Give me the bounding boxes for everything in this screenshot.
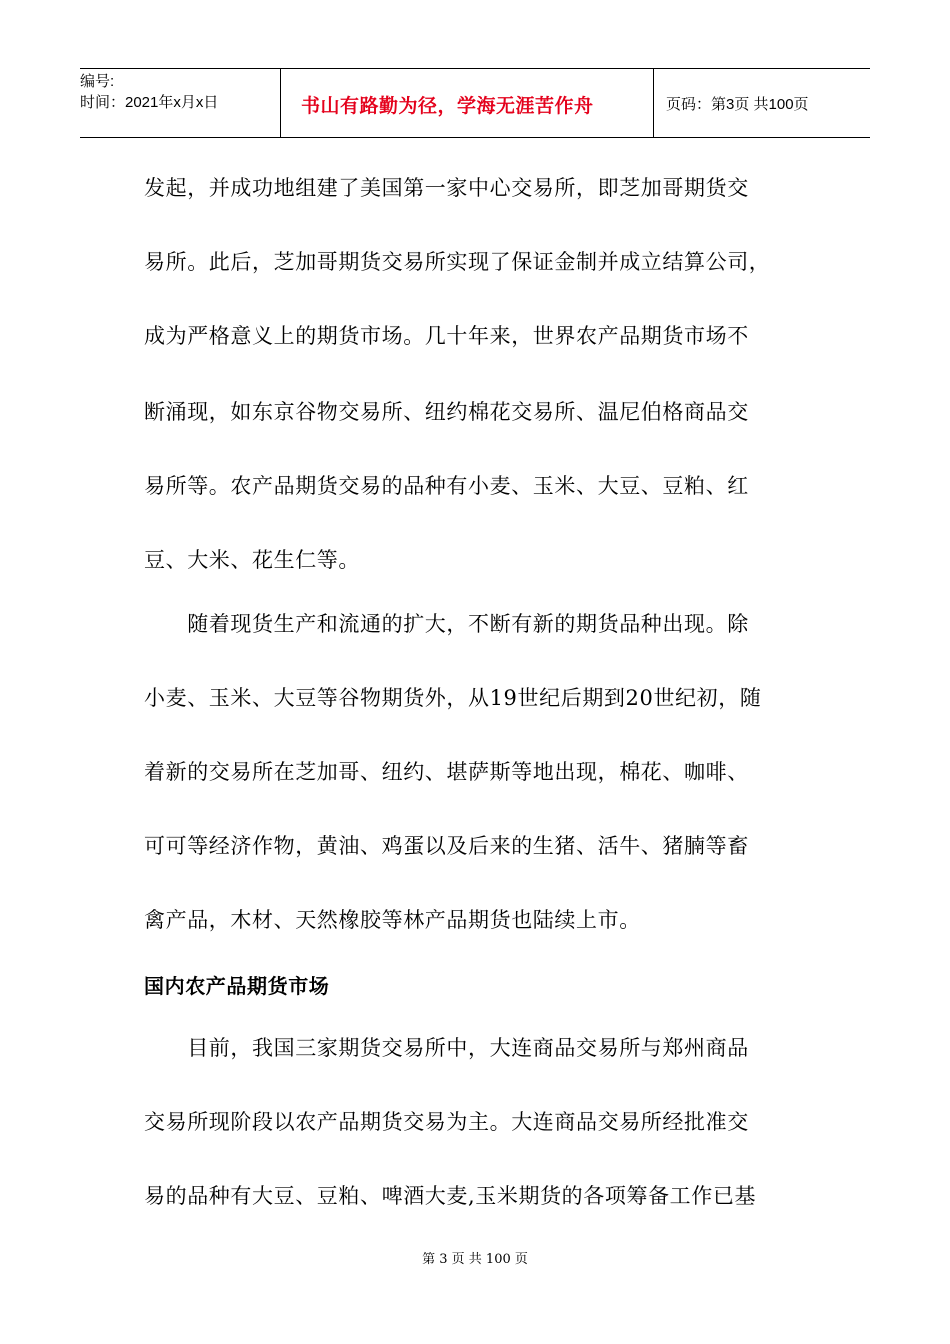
body-line-9: 着新的交易所在芝加哥、纽约、堪萨斯等地出现，棉花、咖啡、 <box>144 760 749 784</box>
body2-line-2: 交易所现阶段以农产品期货交易为主。大连商品交易所经批准交 <box>144 1110 749 1134</box>
page-footer: 第 3 页 共 100 页 <box>422 1252 528 1267</box>
header-table <box>80 68 870 138</box>
body-line-3: 成为严格意义上的期货市场。几十年来，世界农产品期货市场不 <box>144 324 749 348</box>
body-line-5: 易所等。农产品期货交易的品种有小麦、玉米、大豆、豆粕、红 <box>144 474 749 498</box>
body-line-10: 可可等经济作物，黄油、鸡蛋以及后来的生猪、活牛、猪腩等畜 <box>144 834 749 858</box>
page-code: 页码：第3页 共100页 <box>666 96 809 113</box>
body2-line-1: 目前，我国三家期货交易所中，大连商品交易所与郑州商品 <box>144 1036 749 1060</box>
body-line-7: 随着现货生产和流通的扩大，不断有新的期货品种出现。除 <box>144 612 749 636</box>
body-line-6: 豆、大米、花生仁等。 <box>144 548 360 572</box>
number-label: 编号: <box>80 73 115 90</box>
body2-line-3: 易的品种有大豆、豆粕、啤酒大麦,玉米期货的各项筹备工作已基 <box>144 1184 757 1208</box>
time-label: 时间：2021年x月x日 <box>80 94 219 111</box>
body-line-11: 禽产品，木材、天然橡胶等林产品期货也陆续上市。 <box>144 908 641 932</box>
body-line-2: 易所。此后，芝加哥期货交易所实现了保证金制并成立结算公司， <box>144 250 771 274</box>
body-line-8: 小麦、玉米、大豆等谷物期货外，从19世纪后期到20世纪初，随 <box>144 686 762 710</box>
motto-text: 书山有路勤为径，学海无涯苦作舟 <box>301 95 594 117</box>
header-left-cell <box>80 69 280 141</box>
header-motto-cell <box>280 69 654 137</box>
body-line-1: 发起，并成功地组建了美国第一家中心交易所，即芝加哥期货交 <box>144 176 749 200</box>
section-heading: 国内农产品期货市场 <box>144 974 330 998</box>
body-line-4: 断涌现，如东京谷物交易所、纽约棉花交易所、温尼伯格商品交 <box>144 400 749 424</box>
